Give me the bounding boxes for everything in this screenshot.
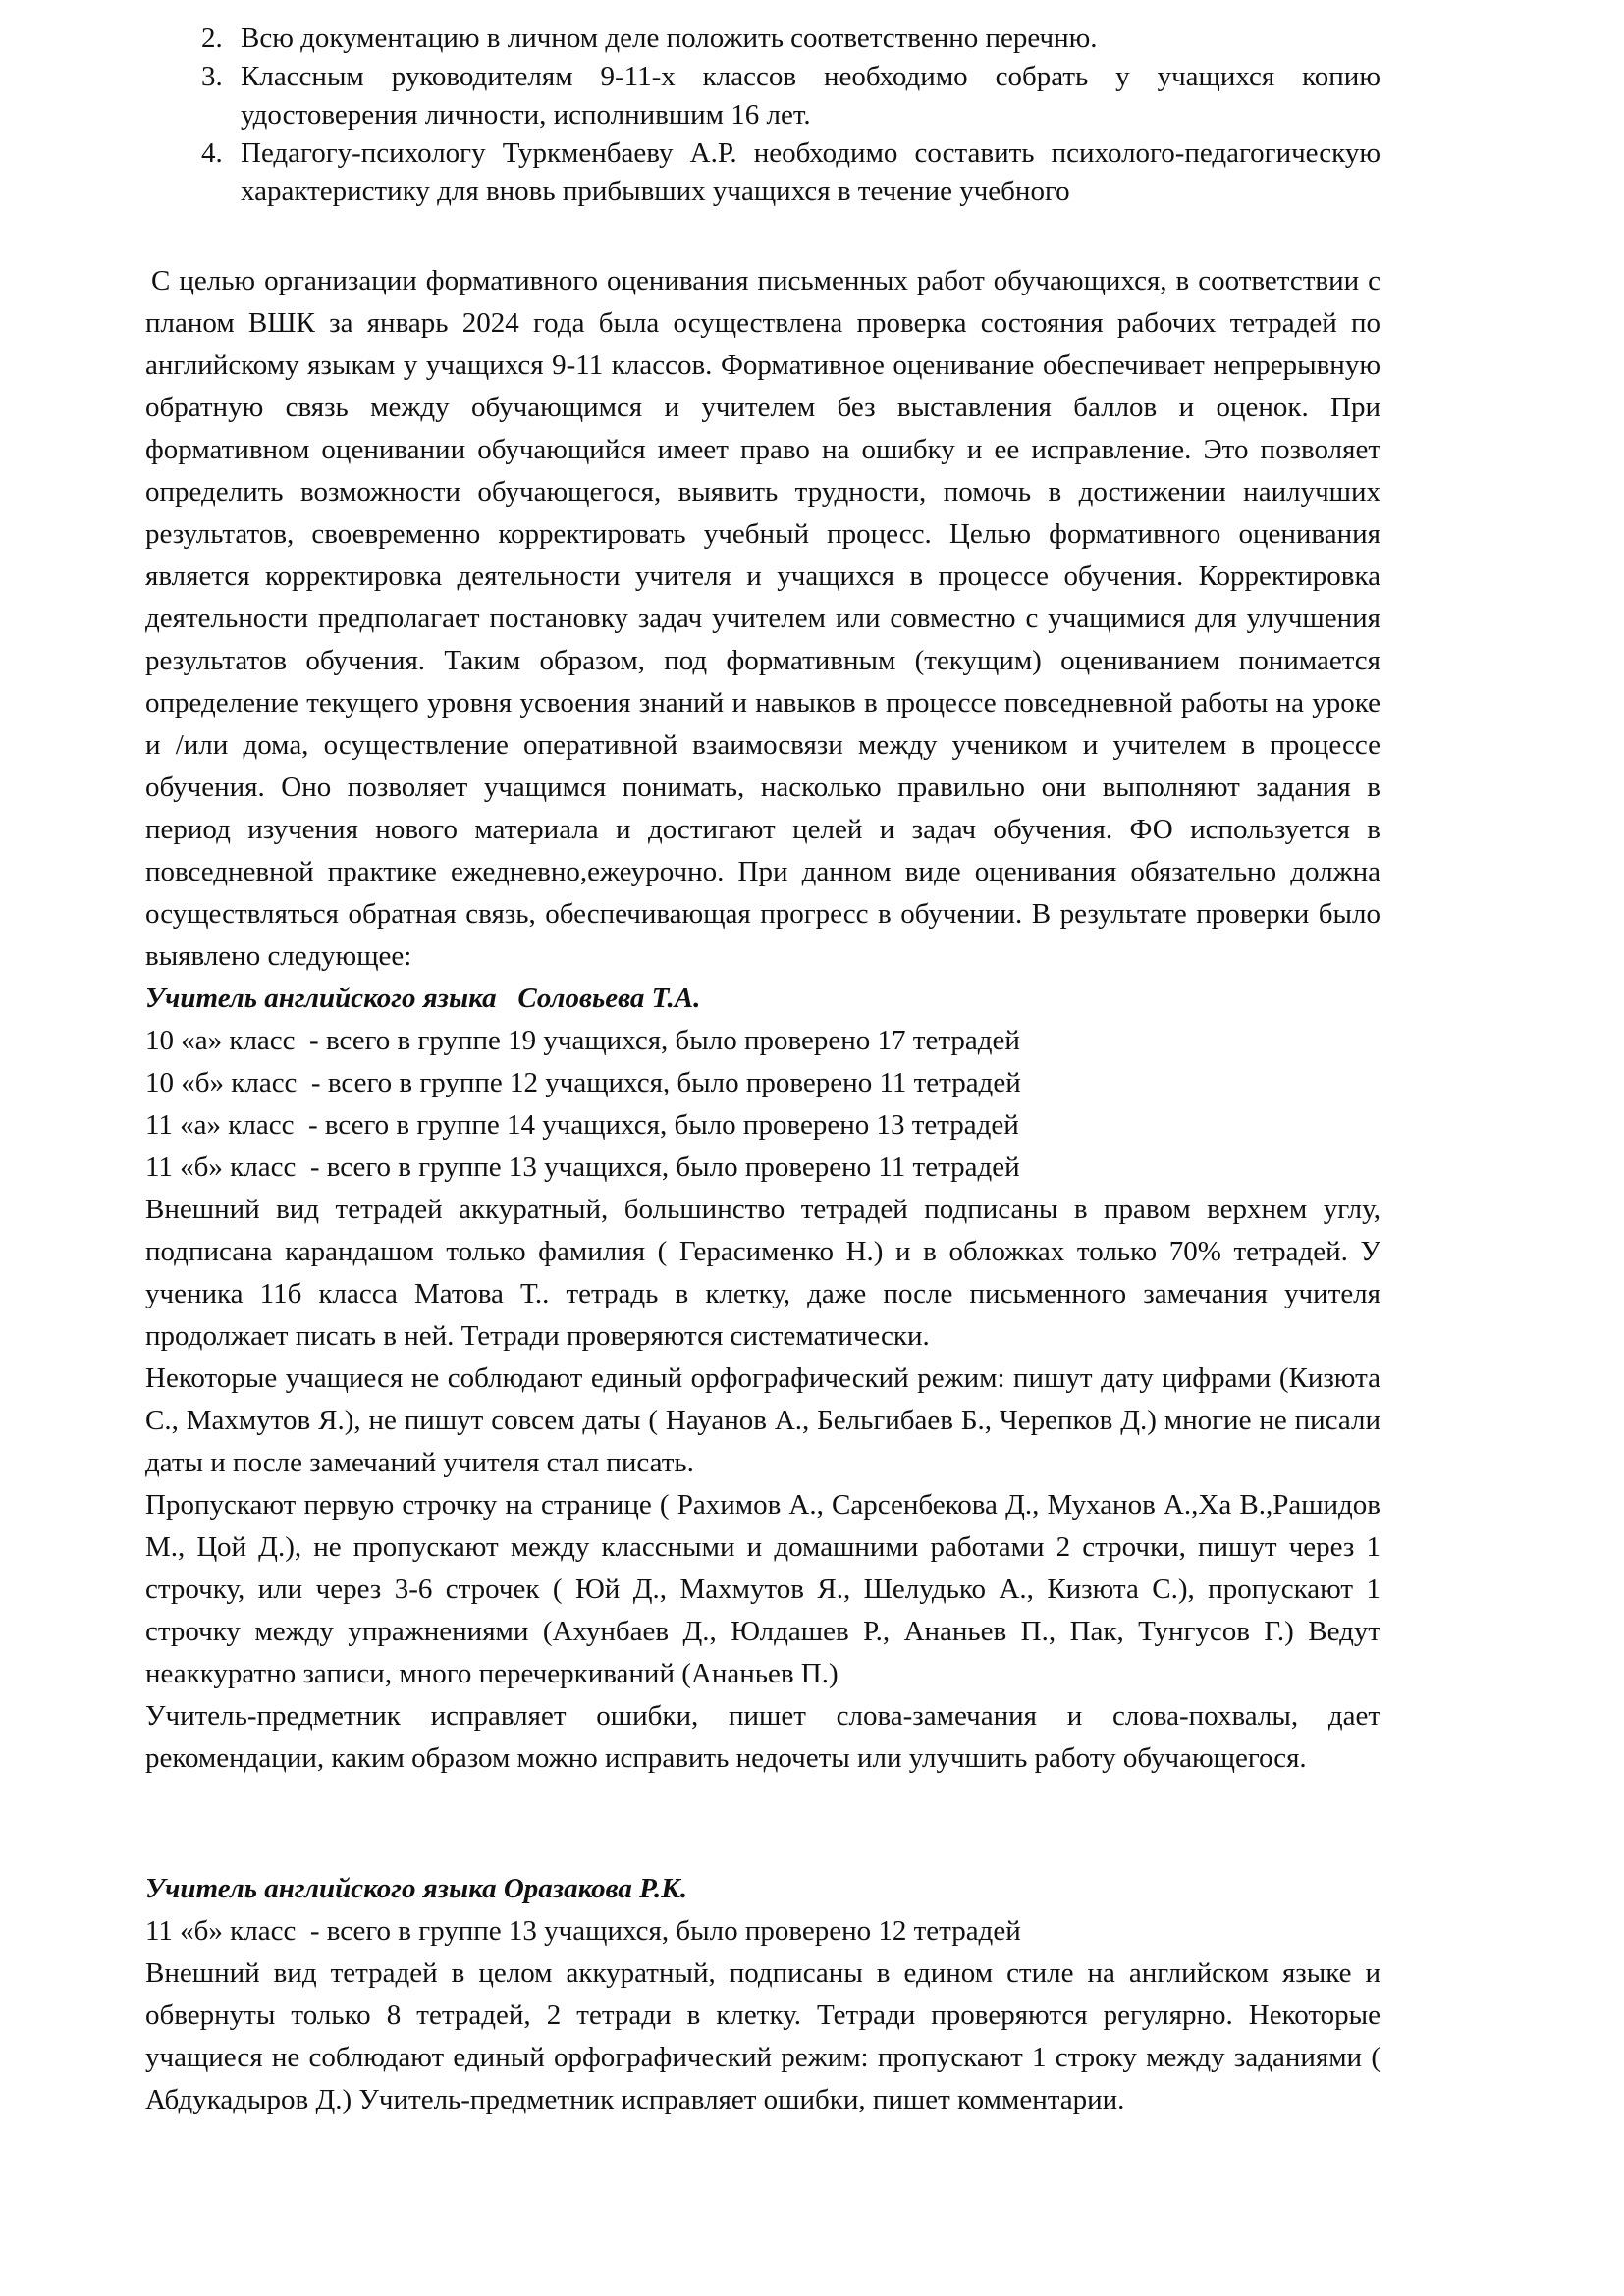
list-item-number: 4.	[201, 137, 223, 169]
list-item-4	[145, 134, 1380, 211]
list-item-number: 2.	[201, 23, 223, 54]
ordered-list	[145, 20, 1380, 211]
section2-heading: Учитель английского языка Оразакова Р.К.	[145, 1873, 688, 1904]
section1-paragraph: Пропускают первую строчку на странице ( Рахимов А., Сарсенбекова Д., Муханов А.,Ха В.,Рашидов М., Цой Д.), не пропускают между классными и домашними работами 2 строчки, пишут через 1 строчку, или через 3-6 строчек ( Юй Д., Махмутов Я., Шелудько А., Кизюта С.), пропускают 1 строчку между упражнениями (Ахунбаев Д., Юлдашев Р., Ананьев П., Пак, Тунгусов Г.) Ведут неаккуратно записи, много перечеркиваний (Ананьев П.)	[145, 1489, 1380, 1689]
section1-heading: Учитель английского языка Соловьева Т.А.	[145, 983, 701, 1014]
list-item-number: 3.	[201, 61, 223, 92]
class-summary-line: 11 «б» класс - всего в группе 13 учащихся, было проверено 11 тетрадей	[145, 1151, 1020, 1183]
document-content	[145, 20, 1380, 2121]
list-item-3	[145, 58, 1380, 134]
intro-paragraph: С целью организации формативного оценивания письменных работ обучающихся, в соответствии с планом ВШК за январь 2024 года была осуществлена проверка состояния рабочих тетрадей по английскому языкам у учащихся 9-11 классов. Формативное оценивание обеспечивает непрерывную обратную связь между обучающимся и учителем без выставления баллов и оценок. При формативном оценивании обучающийся имеет право на ошибку и ее исправление. Это позволяет определить возможности обучающегося, выявить трудности, помочь в достижении наилучших результатов, своевременно корректировать учебный процесс. Целью формативного оценивания является корректировка деятельности учителя и учащихся в процессе обучения. Корректировка деятельности предполагает постановку задач учителем или совместно с учащимися для улучшения результатов обучения. Таким образом, под формативным (текущим) оцениванием понимается определение текущего уровня усвоения знаний и навыков в процессе повседневной работы на уроке и /или дома, осуществление оперативной взаимосвязи между учеником и учителем в процессе обучения. Оно позволяет учащимся понимать, насколько правильно они выполняют задания в период изучения нового материала и достигают целей и задач обучения. ФО используется в повседневной практике ежедневно,ежеурочно. При данном виде оценивания обязательно должна осуществляться обратная связь, обеспечивающая прогресс в обучении. В результате проверки было выявлено следующее:	[145, 265, 1380, 972]
class-summary-line: 11 «б» класс - всего в группе 13 учащихся, было проверено 12 тетрадей	[145, 1915, 1021, 1947]
list-item-text: Всю документацию в личном деле положить соответственно перечню.	[241, 23, 1098, 54]
section1-paragraph: Учитель-предметник исправляет ошибки, пишет слова-замечания и слова-похвалы, дает рекомендации, каким образом можно исправить недочеты или улучшить работу обучающегося.	[145, 1700, 1380, 1774]
list-item-text: Классным руководителям 9-11-х классов необходимо собрать у учащихся копию удостоверения личности, исполнившим 16 лет.	[241, 61, 1380, 131]
section1-paragraph: Внешний вид тетрадей аккуратный, большинство тетрадей подписаны в правом верхнем углу, подписана карандашом только фамилия ( Герасименко Н.) и в обложках только 70% тетрадей. У ученика 11б класса Матова Т.. тетрадь в клетку, даже после письменного замечания учителя продолжает писать в ней. Тетради проверяются систематически.	[145, 1194, 1380, 1352]
section1-paragraph: Некоторые учащиеся не соблюдают единый орфографический режим: пишут дату цифрами (Кизюта С., Махмутов Я.), не пишут совсем даты ( Науанов А., Бельгибаев Б., Черепков Д.) многие не писали даты и после замечаний учителя стал писать.	[145, 1362, 1380, 1478]
class-summary-line: 10 «а» класс - всего в группе 19 учащихся, было проверено 17 тетрадей	[145, 1025, 1020, 1056]
class-summary-line: 11 «а» класс - всего в группе 14 учащихся, было проверено 13 тетрадей	[145, 1109, 1019, 1141]
list-item-2	[145, 20, 1380, 58]
class-summary-line: 10 «б» класс - всего в группе 12 учащихся, было проверено 11 тетрадей	[145, 1067, 1021, 1098]
section2-paragraph: Внешний вид тетрадей в целом аккуратный, подписаны в едином стиле на английском языке и обвернуты только 8 тетрадей, 2 тетради в клетку. Тетради проверяются регулярно. Некоторые учащиеся не соблюдают единый орфографический режим: пропускают 1 строку между заданиями ( Абдукадыров Д.) Учитель-предметник исправляет ошибки, пишет комментарии.	[145, 1957, 1380, 2115]
list-item-text: Педагогу-психологу Туркменбаеву А.Р. необходимо составить психолого-педагогическую характеристику для вновь прибывших учащихся в течение учебного	[241, 137, 1380, 207]
